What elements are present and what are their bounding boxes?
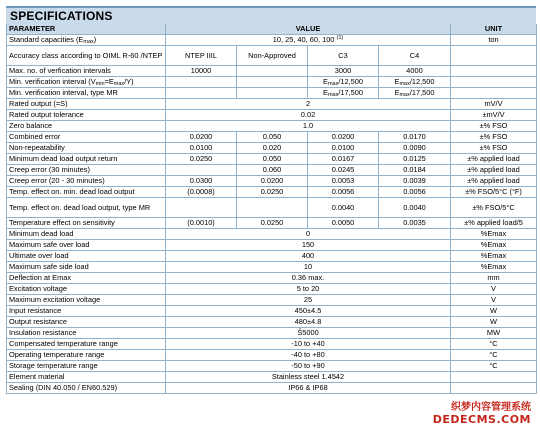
row-unit: %Emax: [451, 240, 537, 251]
cell: 0.060: [237, 165, 308, 176]
accuracy-class-ntep: NTEP IIIL: [166, 46, 237, 66]
row-label: Min. verification interval, type MR: [7, 88, 166, 99]
row-label: Minimum dead load output return: [7, 154, 166, 165]
cell: 0.0245: [308, 165, 379, 176]
row-label: Minimum dead load: [7, 229, 166, 240]
cell: 0.020: [237, 143, 308, 154]
table-row: [7, 251, 537, 262]
watermark: [430, 400, 534, 427]
table-row: [7, 306, 537, 317]
table-row: [7, 35, 537, 46]
row-unit: mm: [451, 273, 537, 284]
row-unit: ±mV/V: [451, 110, 537, 121]
watermark-line-1: 织梦内容管理系统: [451, 402, 531, 413]
row-label: Insulation resistance: [7, 328, 166, 339]
row-value: 10: [166, 262, 451, 273]
cell: $E_{max}/12,500$: [379, 77, 451, 88]
cell: 0.0056: [308, 187, 379, 198]
table-row: [7, 295, 537, 306]
row-label: Compensated temperature range: [7, 339, 166, 350]
row-value: -50 to +90: [166, 361, 451, 372]
col-header-parameter: PARAMETER: [7, 24, 166, 35]
cell: 0.0040: [308, 198, 379, 218]
cell: 0.0050: [308, 218, 379, 229]
table-row: [7, 361, 537, 372]
cell: 0.0167: [308, 154, 379, 165]
cell: 0.0300: [166, 176, 237, 187]
cell: 0.0170: [379, 132, 451, 143]
row-label: Non-repeatability: [7, 143, 166, 154]
row-unit: °C: [451, 361, 537, 372]
row-unit: [451, 46, 537, 66]
cell: 0.0200: [237, 176, 308, 187]
table-row: [7, 273, 537, 284]
table-row: [7, 46, 537, 66]
spec-panel: [6, 6, 536, 394]
row-value: Stainless steel 1.4542: [166, 372, 451, 383]
table-row: [7, 77, 537, 88]
table-row: [7, 218, 537, 229]
cell: [237, 198, 308, 218]
table-row: [7, 154, 537, 165]
cell: 0.0250: [166, 154, 237, 165]
cell: $E_{max}/17,500$: [379, 88, 451, 99]
row-value: 25: [166, 295, 451, 306]
cell: [237, 77, 308, 88]
table-row: [7, 99, 537, 110]
row-label: Excitation voltage: [7, 284, 166, 295]
row-label: Maximum safe side load: [7, 262, 166, 273]
cell: 4000: [379, 66, 451, 77]
row-value: 450±4.5: [166, 306, 451, 317]
table-row: [7, 262, 537, 273]
row-unit: %Emax: [451, 251, 537, 262]
cell: 0.0250: [237, 218, 308, 229]
row-unit: W: [451, 306, 537, 317]
row-value: 0.02: [166, 110, 451, 121]
spec-table: [6, 24, 537, 394]
row-value: 0: [166, 229, 451, 240]
row-unit: mV/V: [451, 99, 537, 110]
accuracy-class-c3: C3: [308, 46, 379, 66]
row-unit: MW: [451, 328, 537, 339]
row-value: 5 to 20: [166, 284, 451, 295]
row-value: Š5000: [166, 328, 451, 339]
row-label: Temp. effect on. min. dead load output: [7, 187, 166, 198]
row-label: Storage temperature range: [7, 361, 166, 372]
row-label: Zero balance: [7, 121, 166, 132]
cell: 0.0200: [166, 132, 237, 143]
row-unit: ±% applied load: [451, 176, 537, 187]
cell: 0.0100: [166, 143, 237, 154]
row-unit: %Emax: [451, 229, 537, 240]
cell: 0.0125: [379, 154, 451, 165]
row-unit: V: [451, 295, 537, 306]
footnote-mark: (1): [336, 35, 344, 41]
row-unit: °C: [451, 339, 537, 350]
section-title: SPECIFICATIONS: [6, 6, 536, 24]
cell: 0.0056: [379, 187, 451, 198]
table-row: [7, 328, 537, 339]
table-row: [7, 372, 537, 383]
watermark-line-2: DEDECMS.COM: [432, 413, 531, 426]
cell: [237, 66, 308, 77]
table-row: [7, 229, 537, 240]
table-row: [7, 350, 537, 361]
row-unit: [451, 383, 537, 394]
row-unit: V: [451, 284, 537, 295]
cell: $E_{max}/17,500$: [308, 88, 379, 99]
row-label: Deflection at Emax: [7, 273, 166, 284]
row-unit: ±% FSO: [451, 132, 537, 143]
row-value: -10 to +40: [166, 339, 451, 350]
cell: 0.0184: [379, 165, 451, 176]
row-label: Temperature effect on sensitivity: [7, 218, 166, 229]
row-label: Maximum safe over load: [7, 240, 166, 251]
cell: 0.0250: [237, 187, 308, 198]
row-unit: [451, 372, 537, 383]
cell: [166, 88, 237, 99]
row-unit: ±% FSO: [451, 143, 537, 154]
col-header-unit: UNIT: [451, 24, 537, 35]
row-label: Ultimate over load: [7, 251, 166, 262]
table-row: [7, 66, 537, 77]
cell: 0.050: [237, 154, 308, 165]
row-value: -40 to +80: [166, 350, 451, 361]
row-value: 0.36 max.: [166, 273, 451, 284]
table-row: [7, 187, 537, 198]
table-header-row: [7, 24, 537, 35]
row-label: Rated output tolerance: [7, 110, 166, 121]
row-unit: [451, 88, 537, 99]
row-label: Operating temperature range: [7, 350, 166, 361]
row-unit: °C: [451, 350, 537, 361]
table-row: [7, 165, 537, 176]
cell: (0.0008): [166, 187, 237, 198]
accuracy-class-c4: C4: [379, 46, 451, 66]
table-row: [7, 121, 537, 132]
row-label: Output resistance: [7, 317, 166, 328]
row-value: 10, 25, 40, 60, 100 $^{(1)}$: [166, 35, 451, 46]
cell: (0.0010): [166, 218, 237, 229]
cell: [166, 198, 237, 218]
cell: 0.0039: [379, 176, 451, 187]
row-unit: [451, 66, 537, 77]
row-label: Sealing (DIN 40.050 / EN60.529): [7, 383, 166, 394]
table-row: [7, 143, 537, 154]
row-value: 2: [166, 99, 451, 110]
row-unit: ±% FSO: [451, 121, 537, 132]
row-unit: %Emax: [451, 262, 537, 273]
row-label: Input resistance: [7, 306, 166, 317]
row-label: Accuracy class according to OIML R-60 /NTEP: [7, 46, 166, 66]
cell: [166, 165, 237, 176]
row-label: Element material: [7, 372, 166, 383]
row-value: IP66 & IP68: [166, 383, 451, 394]
row-unit: W: [451, 317, 537, 328]
cell: 0.0100: [308, 143, 379, 154]
row-value: 150: [166, 240, 451, 251]
cell: 10000: [166, 66, 237, 77]
cell: 0.0040: [379, 198, 451, 218]
row-label: Creep error (20 - 30 minutes): [7, 176, 166, 187]
table-row: [7, 339, 537, 350]
table-row: [7, 198, 537, 218]
accuracy-class-non-approved: Non-Approved: [237, 46, 308, 66]
table-row: [7, 317, 537, 328]
col-header-value: VALUE: [166, 24, 451, 35]
row-label: Creep error (30 minutes): [7, 165, 166, 176]
table-row: [7, 88, 537, 99]
table-row: [7, 284, 537, 295]
row-label: Maximum excitation voltage: [7, 295, 166, 306]
cell: 0.0035: [379, 218, 451, 229]
row-value: 400: [166, 251, 451, 262]
cell: 0.050: [237, 132, 308, 143]
table-row: [7, 132, 537, 143]
cell: 3000: [308, 66, 379, 77]
row-value: 1.0: [166, 121, 451, 132]
table-row: [7, 383, 537, 394]
row-label: Combined error: [7, 132, 166, 143]
table-row: [7, 176, 537, 187]
table-row: [7, 240, 537, 251]
cell: [237, 88, 308, 99]
cell: 0.0053: [308, 176, 379, 187]
row-unit: ±% FSO/5°C: [451, 198, 537, 218]
row-unit: ±% FSO/5°C (°F): [451, 187, 537, 198]
table-row: [7, 110, 537, 121]
row-label: Standard capacities $(E_{max})$: [7, 35, 166, 46]
cell: [166, 77, 237, 88]
row-value: 480±4.8: [166, 317, 451, 328]
row-unit: ±% applied load/5: [451, 218, 537, 229]
row-unit: ±% applied load: [451, 165, 537, 176]
row-unit: ±% applied load: [451, 154, 537, 165]
row-label: Min. verification interval $(V_{min}=E_{max}/Y)$: [7, 77, 166, 88]
row-label: Temp. effect on. dead load output, type MR: [7, 198, 166, 218]
cell: $E_{max}/12,500$: [308, 77, 379, 88]
row-label: Max. no. of verfication intervals: [7, 66, 166, 77]
cell: 0.0200: [308, 132, 379, 143]
cell: 0.0090: [379, 143, 451, 154]
row-label: Rated output (=S): [7, 99, 166, 110]
row-unit: ton: [451, 35, 537, 46]
row-unit: [451, 77, 537, 88]
